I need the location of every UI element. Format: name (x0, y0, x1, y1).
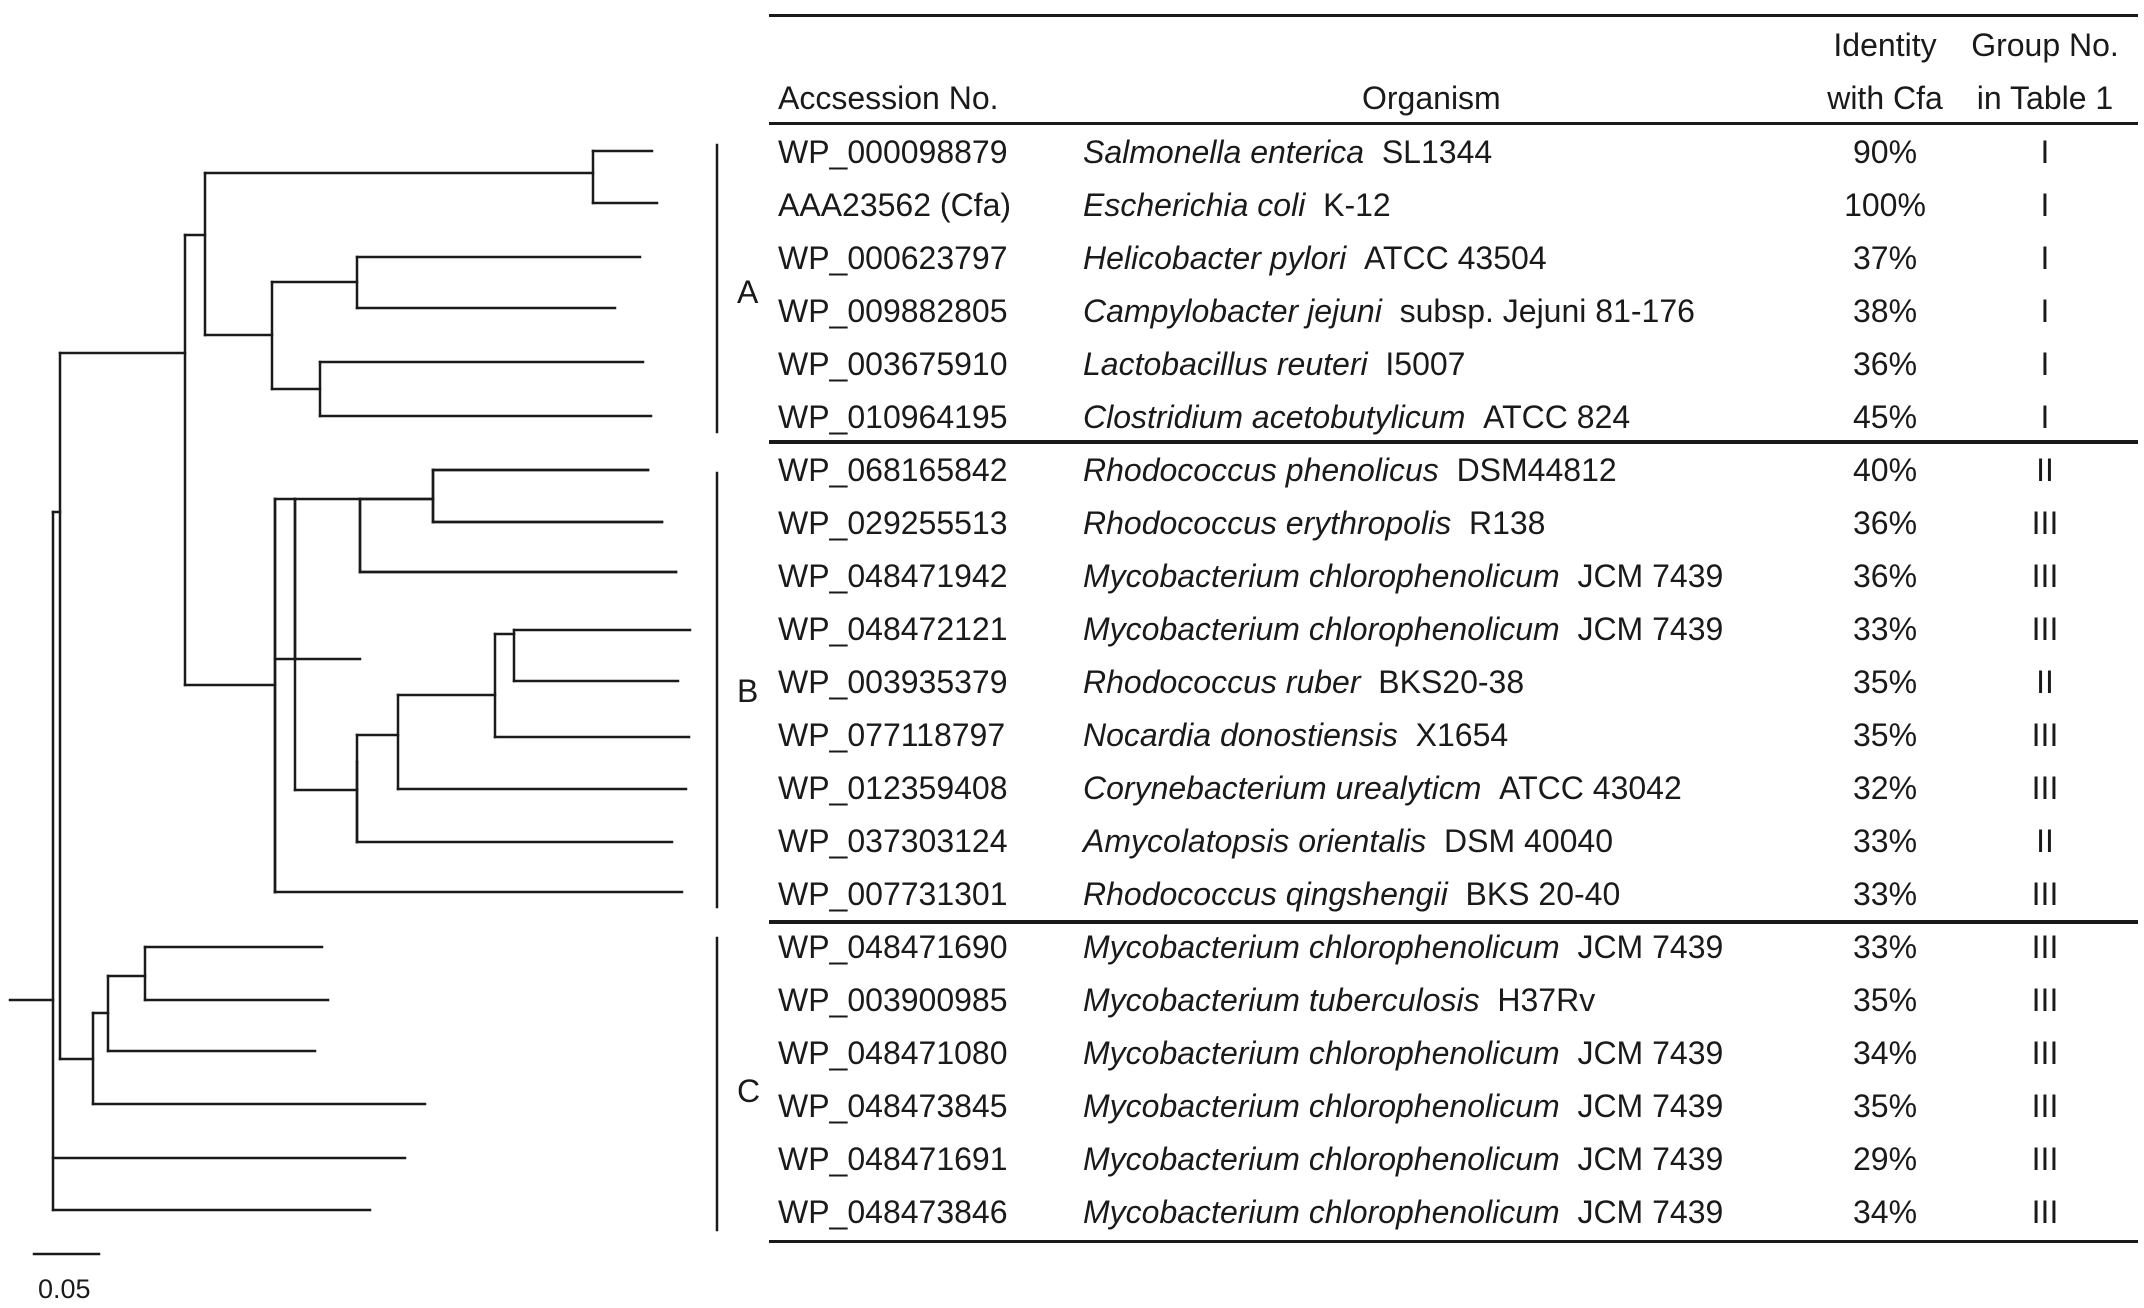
strain-name: I5007 (1385, 346, 1466, 382)
accession-cell: WP_048472121 (778, 611, 1008, 647)
accession-cell: WP_068165842 (778, 452, 1008, 488)
clade-label-b: B (737, 673, 759, 709)
strain-name: JCM 7439 (1577, 1141, 1724, 1177)
accession-cell: WP_000098879 (778, 134, 1008, 170)
accession-cell: WP_048473846 (778, 1194, 1008, 1230)
group-cell: I (2040, 240, 2050, 276)
group-cell: III (2031, 929, 2059, 965)
identity-cell: 33% (1852, 929, 1918, 965)
accession-cell: WP_010964195 (778, 399, 1008, 435)
strain-name: DSM44812 (1456, 452, 1617, 488)
accession-cell: WP_048471690 (778, 929, 1008, 965)
species-name: Nocardia donostiensis (1083, 717, 1398, 753)
group-cell: III (2031, 982, 2059, 1018)
identity-cell: 34% (1852, 1035, 1918, 1071)
strain-name: BKS 20-40 (1465, 876, 1621, 912)
strain-name: JCM 7439 (1577, 929, 1724, 965)
accession-cell: WP_029255513 (778, 505, 1008, 541)
accession-cell: WP_009882805 (778, 293, 1008, 329)
species-name: Mycobacterium chlorophenolicum (1083, 1141, 1560, 1177)
identity-cell: 33% (1852, 823, 1918, 859)
accession-cell: WP_037303124 (778, 823, 1008, 859)
accession-cell: WP_012359408 (778, 770, 1008, 806)
group-cell: II (2036, 664, 2054, 700)
group-cell: III (2031, 876, 2059, 912)
species-name: Helicobacter pylori (1083, 240, 1347, 276)
identity-cell: 37% (1852, 240, 1918, 276)
identity-cell: 35% (1852, 664, 1918, 700)
species-name: Mycobacterium tuberculosis (1083, 982, 1480, 1018)
species-name: Lactobacillus reuteri (1083, 346, 1368, 382)
accession-cell: WP_003935379 (778, 664, 1008, 700)
strain-name: SL1344 (1381, 134, 1493, 170)
accession-cell: WP_000623797 (778, 240, 1008, 276)
group-cell: III (2031, 558, 2059, 594)
group-cell: III (2031, 1194, 2059, 1230)
identity-cell: 33% (1852, 611, 1918, 647)
group-cell: III (2031, 1141, 2059, 1177)
species-name: Campylobacter jejuni (1083, 293, 1382, 329)
identity-cell: 90% (1852, 134, 1918, 170)
strain-name: H37Rv (1497, 982, 1596, 1018)
header-group-line2: in Table 1 (1976, 80, 2114, 116)
accession-cell: WP_048471691 (778, 1141, 1008, 1177)
group-cell: III (2031, 770, 2059, 806)
species-name: Salmonella enterica (1083, 134, 1365, 170)
species-name: Mycobacterium chlorophenolicum (1083, 611, 1560, 647)
group-cell: I (2040, 346, 2050, 382)
species-name: Clostridium acetobutylicum (1083, 399, 1466, 435)
identity-cell: 100% (1844, 187, 1926, 223)
group-cell: I (2040, 187, 2050, 223)
strain-name: ATCC 43504 (1364, 240, 1547, 276)
accession-cell: WP_048471080 (778, 1035, 1008, 1071)
identity-cell: 40% (1852, 452, 1918, 488)
identity-cell: 45% (1852, 399, 1918, 435)
strain-name: JCM 7439 (1577, 1088, 1724, 1124)
species-name: Corynebacterium urealyticm (1083, 770, 1482, 806)
species-name: Mycobacterium chlorophenolicum (1083, 1035, 1560, 1071)
header-identity-line2: with Cfa (1827, 80, 1943, 116)
group-cell: I (2040, 134, 2050, 170)
accession-cell: WP_003900985 (778, 982, 1008, 1018)
species-name: Mycobacterium chlorophenolicum (1083, 929, 1560, 965)
strain-name: JCM 7439 (1577, 1035, 1724, 1071)
species-name: Rhodococcus qingshengii (1083, 876, 1448, 912)
strain-name: R138 (1468, 505, 1546, 541)
group-cell: III (2031, 1035, 2059, 1071)
species-name: Escherichia coli (1083, 187, 1306, 223)
strain-name: JCM 7439 (1577, 611, 1724, 647)
identity-cell: 35% (1852, 1088, 1918, 1124)
identity-cell: 32% (1852, 770, 1918, 806)
strain-name: JCM 7439 (1577, 1194, 1724, 1230)
group-cell: III (2031, 717, 2059, 753)
strain-name: X1654 (1415, 717, 1509, 753)
clade-label-a: A (737, 274, 759, 310)
accession-cell: AAA23562 (Cfa) (778, 187, 1012, 223)
group-cell: III (2031, 505, 2059, 541)
identity-cell: 29% (1852, 1141, 1918, 1177)
header-accession: Accsession No. (778, 80, 999, 116)
accession-cell: WP_077118797 (778, 717, 1006, 753)
species-name: Rhodococcus erythropolis (1083, 505, 1452, 541)
species-name: Rhodococcus ruber (1083, 664, 1361, 700)
header-organism: Organism (1362, 80, 1501, 116)
strain-name: K-12 (1323, 187, 1391, 223)
strain-name: subsp. Jejuni 81-176 (1399, 293, 1695, 329)
identity-cell: 34% (1852, 1194, 1918, 1230)
identity-cell: 36% (1852, 346, 1918, 382)
clade-label-c: C (737, 1073, 761, 1109)
accession-cell: WP_048471942 (778, 558, 1008, 594)
species-name: Amycolatopsis orientalis (1083, 823, 1427, 859)
identity-cell: 35% (1852, 982, 1918, 1018)
accession-cell: WP_003675910 (778, 346, 1008, 382)
species-name: Rhodococcus phenolicus (1083, 452, 1439, 488)
identity-cell: 36% (1852, 505, 1918, 541)
accession-cell: WP_048473845 (778, 1088, 1008, 1124)
header-group-line1: Group No. (1971, 27, 2119, 63)
group-cell: II (2036, 452, 2054, 488)
strain-name: DSM 40040 (1444, 823, 1614, 859)
header-identity-line1: Identity (1833, 27, 1937, 63)
group-cell: I (2040, 293, 2050, 329)
accession-cell: WP_007731301 (778, 876, 1008, 912)
strain-name: BKS20-38 (1378, 664, 1525, 700)
species-name: Mycobacterium chlorophenolicum (1083, 558, 1560, 594)
strain-name: ATCC 824 (1483, 399, 1631, 435)
group-cell: III (2031, 1088, 2059, 1124)
strain-name: ATCC 43042 (1499, 770, 1682, 806)
group-cell: I (2040, 399, 2050, 435)
identity-cell: 38% (1852, 293, 1918, 329)
identity-cell: 35% (1852, 717, 1918, 753)
species-name: Mycobacterium chlorophenolicum (1083, 1194, 1560, 1230)
group-cell: III (2031, 611, 2059, 647)
group-cell: II (2036, 823, 2054, 859)
scale-label: 0.05 (38, 1274, 91, 1304)
identity-cell: 36% (1852, 558, 1918, 594)
species-name: Mycobacterium chlorophenolicum (1083, 1088, 1560, 1124)
strain-name: JCM 7439 (1577, 558, 1724, 594)
identity-cell: 33% (1852, 876, 1918, 912)
